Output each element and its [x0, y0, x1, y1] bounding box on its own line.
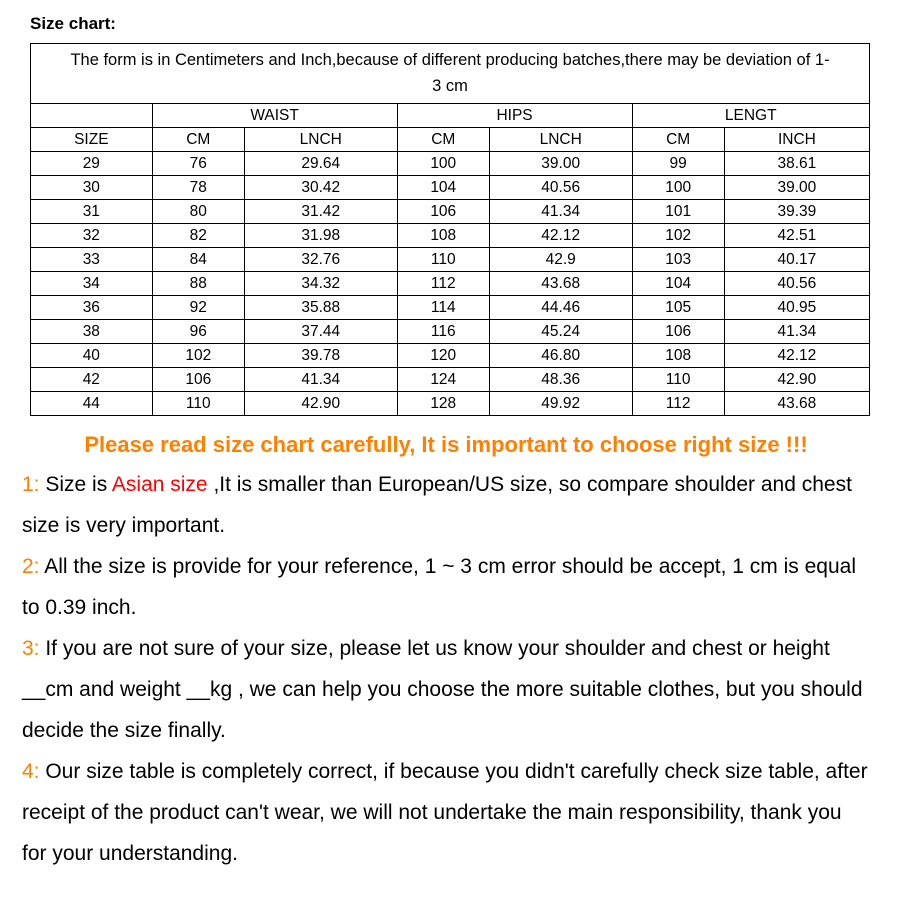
column-header-cell: LNCH [244, 128, 397, 152]
table-cell: 43.68 [724, 392, 869, 416]
table-row [31, 200, 870, 224]
group-length: LENGT [632, 104, 869, 128]
note-2-text: All the size is provide for your reference, 1 ~ 3 cm error should be accept, 1 cm is equal to 0.39 inch. [22, 555, 856, 620]
group-empty-cell [31, 104, 153, 128]
table-cell: 48.36 [489, 368, 632, 392]
table-cell: 102 [632, 224, 724, 248]
table-cell: 39.78 [244, 344, 397, 368]
warning-text: Please read size chart carefully, It is important to choose right size !!! [84, 432, 808, 458]
notes [22, 464, 870, 874]
table-cell: 38.61 [724, 152, 869, 176]
table-cell: 33 [31, 248, 153, 272]
table-cell: 49.92 [489, 392, 632, 416]
note-3-text: If you are not sure of your size, please let us know your shoulder and chest or height __cm and weight __kg , we can help you choose the more suitable clothes, but you should decide the size finally. [22, 637, 863, 743]
table-cell: 128 [397, 392, 489, 416]
table-cell: 124 [397, 368, 489, 392]
table-cell: 106 [397, 200, 489, 224]
note-2 [22, 546, 870, 628]
note-2-number: 2: [22, 555, 40, 579]
table-cell: 32 [31, 224, 153, 248]
table-cell: 37.44 [244, 320, 397, 344]
table-row [31, 344, 870, 368]
table-cell: 76 [152, 152, 244, 176]
table-cell: 78 [152, 176, 244, 200]
table-cell: 104 [632, 272, 724, 296]
table-cell: 41.34 [244, 368, 397, 392]
table-cell: 40.56 [724, 272, 869, 296]
note-3 [22, 628, 870, 751]
column-header-cell: CM [632, 128, 724, 152]
table-cell: 34.32 [244, 272, 397, 296]
table-cell: 104 [397, 176, 489, 200]
table-cell: 29.64 [244, 152, 397, 176]
table-cell: 116 [397, 320, 489, 344]
size-table-body [31, 152, 870, 416]
table-row [31, 272, 870, 296]
table-cell: 36 [31, 296, 153, 320]
table-cell: 92 [152, 296, 244, 320]
table-cell: 30 [31, 176, 153, 200]
table-cell: 42 [31, 368, 153, 392]
table-cell: 38 [31, 320, 153, 344]
table-cell: 99 [632, 152, 724, 176]
table-cell: 42.12 [724, 344, 869, 368]
table-cell: 82 [152, 224, 244, 248]
table-row [31, 368, 870, 392]
table-cell: 105 [632, 296, 724, 320]
table-cell: 35.88 [244, 296, 397, 320]
page-title: Size chart: [30, 14, 116, 33]
note-3-number: 3: [22, 637, 40, 661]
table-cell: 40.17 [724, 248, 869, 272]
table-row [31, 152, 870, 176]
table-cell: 106 [632, 320, 724, 344]
table-cell: 40 [31, 344, 153, 368]
table-cell: 102 [152, 344, 244, 368]
table-cell: 112 [632, 392, 724, 416]
note-1-text: Size is [39, 473, 112, 497]
note-4-number: 4: [22, 760, 40, 784]
column-header-row [31, 128, 870, 152]
note-1-text-cont: ,It is smaller than European/US size, so compare shoulder and chest size is very important. [22, 473, 852, 538]
table-note-row [31, 44, 870, 104]
table-cell: 80 [152, 200, 244, 224]
table-cell: 100 [397, 152, 489, 176]
table-cell: 39.39 [724, 200, 869, 224]
table-row [31, 176, 870, 200]
table-cell: 45.24 [489, 320, 632, 344]
group-header-row [31, 104, 870, 128]
table-cell: 39.00 [489, 152, 632, 176]
note-4-text: Our size table is completely correct, if because you didn't carefully check size table, after receipt of the product can't wear, we will not undertake the main responsibility, thank you for your understanding. [22, 760, 868, 866]
group-hips: HIPS [397, 104, 632, 128]
table-cell: 120 [397, 344, 489, 368]
table-cell: 44 [31, 392, 153, 416]
table-cell: 103 [632, 248, 724, 272]
table-cell: 42.90 [244, 392, 397, 416]
table-cell: 106 [152, 368, 244, 392]
table-cell: 110 [397, 248, 489, 272]
size-table [30, 43, 870, 416]
table-row [31, 296, 870, 320]
asian-size-highlight: Asian size [111, 473, 208, 497]
table-cell: 110 [152, 392, 244, 416]
table-cell: 42.9 [489, 248, 632, 272]
table-cell: 43.68 [489, 272, 632, 296]
table-cell: 112 [397, 272, 489, 296]
table-cell: 32.76 [244, 248, 397, 272]
table-cell: 31.42 [244, 200, 397, 224]
table-row [31, 392, 870, 416]
table-row [31, 248, 870, 272]
note-4 [22, 751, 870, 874]
table-cell: 100 [632, 176, 724, 200]
table-cell: 108 [397, 224, 489, 248]
table-cell: 114 [397, 296, 489, 320]
column-header-cell: LNCH [489, 128, 632, 152]
group-waist: WAIST [152, 104, 397, 128]
table-cell: 31 [31, 200, 153, 224]
table-cell: 101 [632, 200, 724, 224]
table-cell: 41.34 [489, 200, 632, 224]
table-cell: 42.12 [489, 224, 632, 248]
column-header-cell: CM [397, 128, 489, 152]
table-cell: 44.46 [489, 296, 632, 320]
table-cell: 39.00 [724, 176, 869, 200]
table-cell: 31.98 [244, 224, 397, 248]
table-cell: 41.34 [724, 320, 869, 344]
table-cell: 42.51 [724, 224, 869, 248]
table-cell: 46.80 [489, 344, 632, 368]
table-cell: 34 [31, 272, 153, 296]
table-cell: 108 [632, 344, 724, 368]
table-cell: 96 [152, 320, 244, 344]
column-header-cell: INCH [724, 128, 869, 152]
table-cell: 40.95 [724, 296, 869, 320]
table-note: The form is in Centimeters and Inch,because of different producing batches,there may be deviation of 1-3 cm [31, 44, 870, 104]
note-1-number: 1: [22, 473, 40, 497]
column-header-cell: SIZE [31, 128, 153, 152]
table-cell: 29 [31, 152, 153, 176]
note-1 [22, 464, 870, 546]
table-cell: 84 [152, 248, 244, 272]
table-row [31, 320, 870, 344]
table-cell: 42.90 [724, 368, 869, 392]
table-cell: 40.56 [489, 176, 632, 200]
table-row [31, 224, 870, 248]
table-cell: 110 [632, 368, 724, 392]
column-header-cell: CM [152, 128, 244, 152]
table-cell: 88 [152, 272, 244, 296]
table-cell: 30.42 [244, 176, 397, 200]
